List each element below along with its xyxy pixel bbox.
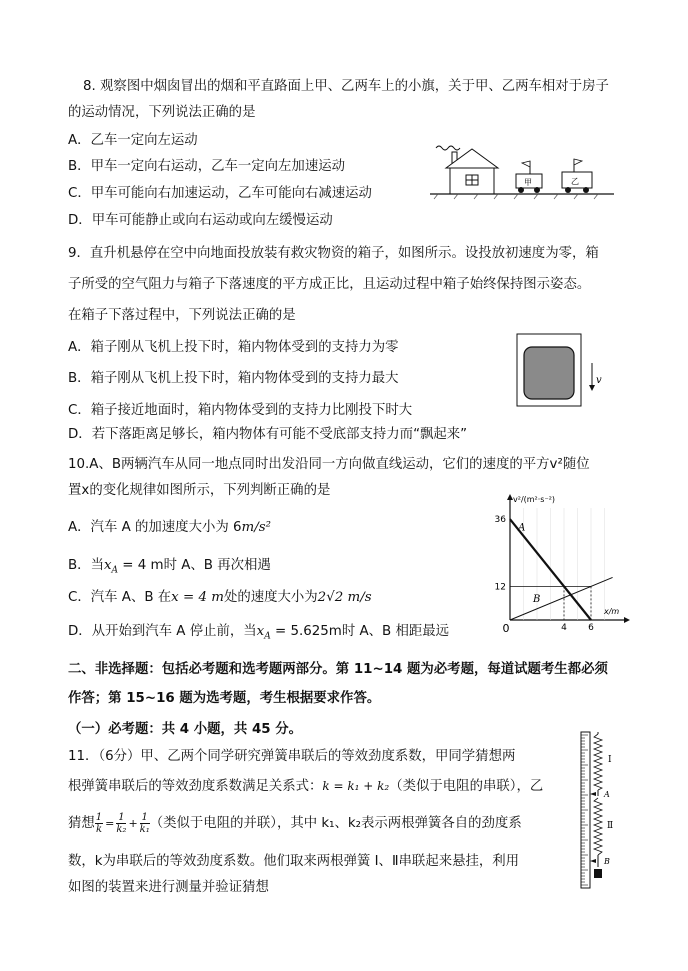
q10-option-d-value: = 5.625m [270,624,342,639]
q10-option-a [68,519,271,537]
section2-intro-line1: 二、非选择题：包括必考题和选考题两部分。第 11~14 题为必考题，每道试题考生都必须 [68,662,608,677]
q8-option-c: C．甲车可能向右加速运动，乙车可能向右减速运动 [68,186,372,201]
car-yi [562,159,592,193]
y-axis-label: v²/(m²·s⁻²) [513,495,556,504]
q10-option-b-prefix: B．当 [68,558,104,573]
q10-option-c-prefix: C．汽车 A、B 在 [68,590,172,605]
q10-option-b-var: x [103,558,112,573]
frac1-num: 1 [95,811,103,823]
frac2-den: k₂ [116,823,127,835]
q11-line3-suffix: （类似于电阻的并联），其中 k₁、k₂表示两根弹簧各自的劲度系 [149,816,522,831]
frac3-num: 1 [141,811,148,823]
q10-option-a-text: A．汽车 A 的加速度大小为 6 [68,520,242,535]
car-yi-label: 乙 [571,177,579,186]
spring-2-label: Ⅱ [607,821,614,831]
q9-option-b: B．箱子刚从飞机上投下时，箱内物体受到的支持力最大 [68,371,399,386]
q10-option-d-suffix: 时 A、B 相距最远 [341,624,450,639]
q9-stem-line1: 9．直升机悬停在空中向地面投放装有救灾物资的箱子，如图所示。设投放初速度为零，箱 [68,246,599,261]
y-tick-label-12: 12 [494,582,506,593]
q8-option-d: D．甲车可能静止或向右运动或向左缓慢运动 [68,213,333,228]
fraction-1-over-k [95,812,103,835]
q10-option-c-mid: 处的速度大小为 [223,590,318,605]
velocity-label: v [596,375,602,386]
q11-line3-prefix: 猜想 [68,816,95,831]
pointer-a [590,792,596,796]
q8-stem-line2: 的运动情况，下列说法正确的是 [68,105,256,120]
q10-option-c [68,589,372,607]
q11-line2-suffix: （类似于电阻的串联），乙 [389,779,544,794]
q11-line2 [68,777,543,796]
point-b-label: B [604,857,610,866]
x-axis-arrow [624,617,630,623]
q10-option-b-value: = 4 m [118,558,164,573]
x-axis-label: x/m [604,607,620,616]
q11-spring-figure [578,730,628,890]
q11-line3 [68,810,522,838]
q10-option-b-suffix: 时 A、B 再次相遇 [163,558,271,573]
car-jia [516,161,542,193]
y-tick-label-36: 36 [494,515,506,526]
q10-chart [486,488,626,638]
q8-option-a: A．乙车一定向左运动 [68,133,198,148]
q10-option-a-unit: m/s² [241,520,271,535]
q9-option-a: A．箱子刚从飞机上投下时，箱内物体受到的支持力为零 [68,340,399,355]
section2-subheading: （一）必考题：共 4 小题，共 45 分。 [68,722,303,737]
weight [594,869,602,878]
q11-line2-text: 根弹簧串联后的等效劲度系数满足关系式： [68,779,323,794]
q10-stem-line2: 置x的变化规律如图所示，下列判断正确的是 [68,483,331,498]
frac1-den: k [95,823,102,835]
spring-1-label: Ⅰ [608,755,612,765]
plus-sign: + [128,817,138,830]
q10-option-c-value: 2√2 m/s [317,590,372,605]
q11-line1: 11．（6分）甲、乙两个同学研究弹簧串联后的等效劲度系数，甲同学猜想两 [68,749,516,764]
q9-option-d: D．若下落距离足够长，箱内物体有可能不受底部支持力而“飘起来” [68,427,468,442]
fraction-1-over-k1 [140,812,150,835]
q9-stem-line3: 在箱子下落过程中，下列说法正确的是 [68,308,296,323]
q10-stem-line1: 10.A、B两辆汽车从同一地点同时出发沿同一方向做直线运动，它们的速度的平方v²随位 [68,457,590,472]
box-content [524,347,574,399]
q10-option-b [68,557,271,580]
frac2-num: 1 [118,811,125,823]
q8-house-cars-figure [428,138,618,200]
q8-stem-line1: 8. 观察图中烟囱冒出的烟和平直路面上甲、乙两车上的小旗，关于甲、乙两车相对于房子 [83,79,609,94]
point-a-label: A [604,790,610,799]
q9-box-figure [516,333,606,409]
frac3-den: k₁ [139,823,150,835]
q10-option-d-sub: A [264,631,271,642]
series-a-label: A [518,522,526,534]
q11-line5: 如图的装置来进行测量并验证猜想 [68,880,269,895]
q8-option-b: B．甲车一定向右运动，乙车一定向左加速运动 [68,159,345,174]
spring-1 [594,734,602,790]
q9-stem-line2: 子所受的空气阻力与箱子下落速度的平方成正比，且运动过程中箱子始终保持图示姿态。 [68,277,591,292]
q11-line4: 数，k为串联后的等效劲度系数。他们取来两根弹簧 Ⅰ、Ⅱ串联起来悬挂，利用 [68,854,520,869]
q11-series-formula: k = k₁ + k₂ [322,779,390,793]
smoke-curls [436,146,460,150]
q9-option-c: C．箱子接近地面时，箱内物体受到的支持力比刚投下时大 [68,403,413,418]
spring-2 [594,798,602,855]
equals-sign: = [105,817,115,830]
q10-option-d [68,623,449,646]
q10-option-b-sub: A [111,565,119,576]
x-tick-label-0: 0 [502,622,510,635]
section2-intro-line2: 作答；第 15~16 题为选考题，考生根据要求作答。 [68,691,381,706]
q10-option-c-eq: x = 4 m [171,590,224,605]
pointer-b [590,859,596,863]
q10-option-d-prefix: D．从开始到汽车 A 停止前，当 [68,624,257,639]
series-b-label: B [532,593,541,605]
x-tick-label-6: 6 [588,623,594,633]
x-tick-label-4: 4 [561,623,567,633]
q10-option-d-var: x [256,624,265,639]
fraction-1-over-k2 [116,812,126,835]
car-jia-label: 甲 [524,178,532,187]
